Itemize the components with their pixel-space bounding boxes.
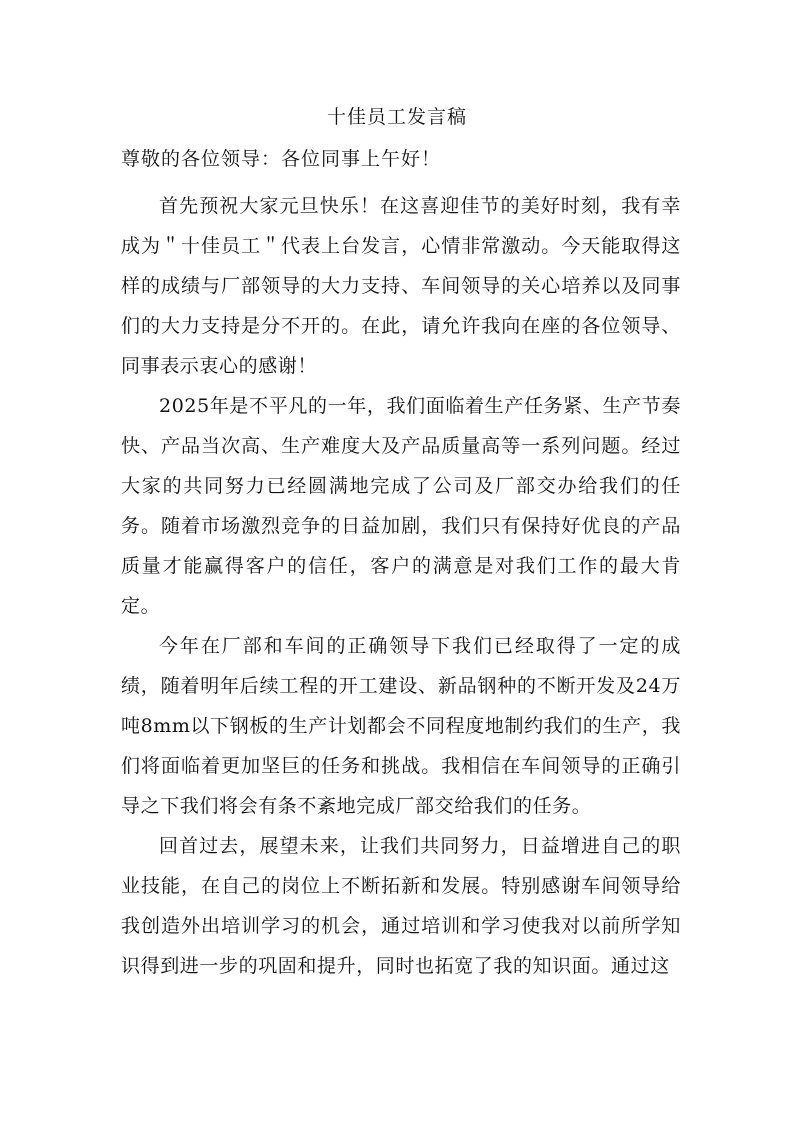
body-text (121, 186, 681, 986)
paragraph-4: 回首过去，展望未来，让我们共同努力，日益增进自己的职业技能，在自己的岗位上不断拓新和发展。特别感谢车间领导给我创造外出培训学习的机会，通过培训和学习使我对以前所学知识得到进一步的巩固和提升，同时也拓宽了我的知识面。通过这 (121, 835, 681, 977)
paragraph-3: 今年在厂部和车间的正确领导下我们已经取得了一定的成绩，随着明年后续工程的开工建设、新品钢种的不断开发及24万吨8mm以下钢板的生产计划都会不同程度地制约我们的生产，我们将面临着更加坚巨的任务和挑战。我相信在车间领导的正确引导之下我们将会有条不紊地完成厂部交给我们的任务。 (121, 635, 681, 817)
paragraph-1: 首先预祝大家元旦快乐！在这喜迎佳节的美好时刻，我有幸成为＂十佳员工＂代表上台发言，心情非常激动。今天能取得这样的成绩与厂部领导的大力支持、车间领导的关心培养以及同事们的大力支持是分不开的。在此，请允许我向在座的各位领导、同事表示衷心的感谢！ (121, 195, 681, 377)
greeting-line: 尊敬的各位领导：各位同事上午好！ (121, 148, 442, 170)
page-title: 十佳员工发言稿 (326, 106, 467, 128)
paragraph-2: 2025年是不平凡的一年，我们面临着生产任务紧、生产节奏快、产品当次高、生产难度大及产品质量高等一系列问题。经过大家的共同努力已经圆满地完成了公司及厂部交办给我们的任务。随着市场激烈竞争的日益加剧，我们只有保持好优良的产品质量才能赢得客户的信任，客户的满意是对我们工作的最大肯定。 (121, 395, 681, 617)
